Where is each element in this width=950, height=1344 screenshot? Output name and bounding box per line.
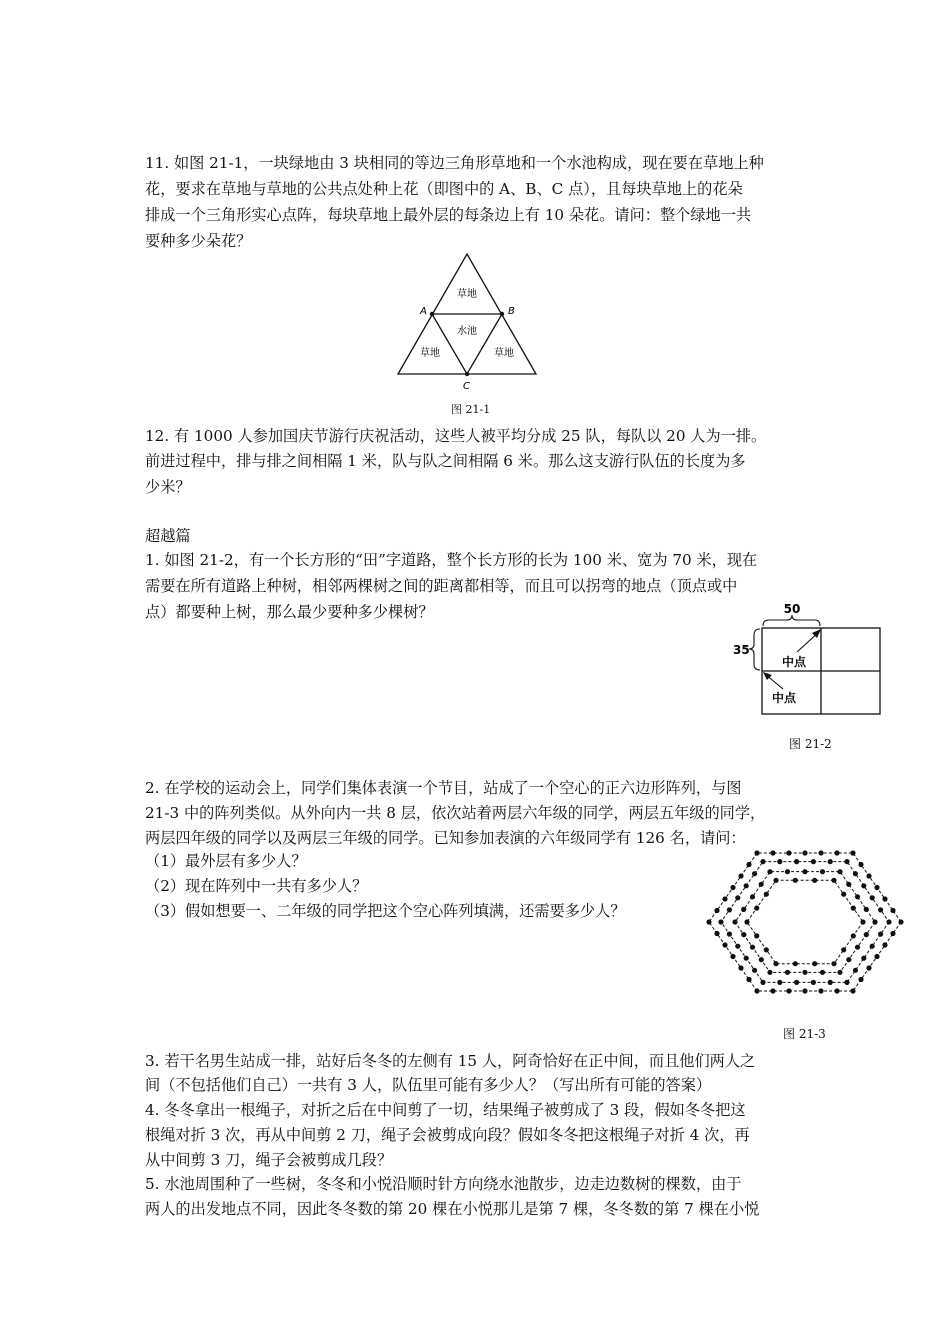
array-dot xyxy=(861,956,866,961)
array-dot xyxy=(828,980,833,985)
s2-sub-2: （2）现在阵列中一共有多少人？ xyxy=(145,877,368,895)
array-dot xyxy=(846,957,851,962)
s5-line-1: 5. 水池周围种了一些树，冬冬和小悦沿顺时针方向绕水池散步，边走边数树的棵数，由于 xyxy=(145,1175,742,1193)
array-dot xyxy=(722,942,727,947)
array-dot xyxy=(706,919,711,924)
array-dot xyxy=(741,932,746,937)
array-dot xyxy=(818,988,823,993)
inner-triangle xyxy=(432,314,502,374)
figure-21-1 xyxy=(390,248,550,393)
point-b-dot xyxy=(500,312,504,316)
s4-line-1: 4. 冬冬拿出一根绳子，对折之后在中间剪了一切，结果绳子被剪成了 3 段，假如冬冬把这 xyxy=(145,1101,746,1119)
array-dot xyxy=(820,970,825,975)
array-dot xyxy=(864,932,869,937)
array-dot xyxy=(834,850,839,855)
array-dot xyxy=(851,933,856,938)
figure-21-1-caption: 图 21-1 xyxy=(451,403,491,416)
label-point-a: A xyxy=(420,306,427,317)
array-dot xyxy=(878,932,883,937)
array-dot xyxy=(882,942,887,947)
array-dot xyxy=(850,988,855,993)
array-dot xyxy=(878,907,883,912)
q11-line-4: 要种多少朵花？ xyxy=(145,232,252,250)
array-dot xyxy=(802,970,807,975)
array-dot xyxy=(890,931,895,936)
array-dot xyxy=(874,885,879,890)
array-dot xyxy=(855,945,860,950)
array-dot xyxy=(754,850,759,855)
array-dot xyxy=(890,908,895,913)
array-dot xyxy=(831,961,836,966)
array-dot xyxy=(811,859,816,864)
array-dot xyxy=(722,896,727,901)
array-dot xyxy=(870,895,875,900)
array-dot xyxy=(802,850,807,855)
array-dot xyxy=(767,970,772,975)
array-dot xyxy=(802,988,807,993)
array-dot xyxy=(828,859,833,864)
array-dot xyxy=(727,907,732,912)
array-dot xyxy=(759,957,764,962)
s5-line-2: 两人的出发地点不同，因此冬冬数的第 20 棵在小悦那儿是第 7 棵，冬冬数的第 7 棵在小悦 xyxy=(145,1200,760,1218)
point-c-dot xyxy=(465,372,469,376)
array-dot xyxy=(764,947,769,952)
array-dot xyxy=(874,954,879,959)
array-dot xyxy=(786,850,791,855)
array-dot xyxy=(851,906,856,911)
array-dot xyxy=(738,873,743,878)
array-dot xyxy=(882,896,887,901)
array-dot xyxy=(773,961,778,966)
width-label: 50 xyxy=(783,602,801,616)
array-dot xyxy=(866,965,871,970)
array-dot xyxy=(744,919,749,924)
array-dot xyxy=(864,907,869,912)
array-dot xyxy=(844,859,849,864)
s4-line-2: 根绳对折 3 次，再从中间剪 2 刀，绳子会被剪成向段？假如冬冬把这根绳子对折 4 次，再 xyxy=(145,1126,750,1144)
s1-line-2: 需要在所有道路上种树，相邻两棵树之间的距离都相等，而且可以拐弯的地点（顶点或中 xyxy=(145,577,738,595)
figure-21-2 xyxy=(725,598,890,723)
array-dot xyxy=(844,980,849,985)
array-dot xyxy=(855,894,860,899)
array-dot xyxy=(811,980,816,985)
height-label: 35 xyxy=(733,643,750,657)
width-brace xyxy=(763,615,820,626)
array-dot xyxy=(812,878,817,883)
array-dot xyxy=(773,878,778,883)
array-dot xyxy=(802,869,807,874)
q12-line-2: 前进过程中，排与排之间相隔 1 米，队与队之间相隔 6 米。那么这支游行队伍的长度为多 xyxy=(145,452,746,470)
array-dot xyxy=(741,907,746,912)
array-dot xyxy=(714,908,719,913)
array-dot xyxy=(730,954,735,959)
q11-line-1: 11. 如图 21-1，一块绿地由 3 块相同的等边三角形草地和一个水池构成，现在要在草地上种 xyxy=(145,154,764,172)
array-dot xyxy=(786,988,791,993)
array-dot xyxy=(898,919,903,924)
midpoint-label-lower: 中点 xyxy=(772,691,797,705)
q12-line-3: 少米？ xyxy=(145,478,191,496)
array-dot xyxy=(714,931,719,936)
array-dot xyxy=(858,977,863,982)
array-dot xyxy=(754,988,759,993)
array-dot xyxy=(785,869,790,874)
array-dot xyxy=(744,956,749,961)
array-dot xyxy=(718,919,723,924)
array-dot xyxy=(860,919,865,924)
array-dot xyxy=(764,892,769,897)
array-dot xyxy=(793,878,798,883)
array-dot xyxy=(872,919,877,924)
figure-21-3 xyxy=(700,832,910,1012)
array-dot xyxy=(866,873,871,878)
point-a-dot xyxy=(430,312,434,316)
hexagon-layer-3 xyxy=(735,872,875,973)
array-dot xyxy=(735,895,740,900)
array-dot xyxy=(794,980,799,985)
array-dot xyxy=(730,885,735,890)
array-dot xyxy=(767,869,772,874)
array-dot xyxy=(759,882,764,887)
array-dot xyxy=(850,850,855,855)
label-point-c: C xyxy=(463,381,470,392)
label-pool: 水池 xyxy=(457,326,477,337)
array-dot xyxy=(853,968,858,973)
s3-line-2: 间（不包括他们自己）一共有 3 人，队伍里可能有多少人？（写出所有可能的答案） xyxy=(145,1076,712,1094)
array-dot xyxy=(853,871,858,876)
array-dot xyxy=(770,988,775,993)
array-dot xyxy=(858,862,863,867)
array-dot xyxy=(754,906,759,911)
array-dot xyxy=(777,859,782,864)
section-title: 超越篇 xyxy=(145,527,191,545)
height-brace xyxy=(749,629,760,670)
array-dot xyxy=(841,947,846,952)
figure-21-2-caption: 图 21-2 xyxy=(789,737,832,751)
array-dot xyxy=(886,919,891,924)
label-point-b: B xyxy=(508,306,515,317)
s2-sub-3: （3）假如想要一、二年级的同学把这个空心阵列填满，还需要多少人？ xyxy=(145,902,626,920)
s1-line-1: 1. 如图 21-2，有一个长方形的“田”字道路，整个长方形的长为 100 米、宽为 70 米，现在 xyxy=(145,551,758,569)
s2-line-2: 21-3 中的阵列类似。从外向内一共 8 层，依次站着两层六年级的同学，两层五年级的同学， xyxy=(145,804,766,822)
figure-21-3-caption: 图 21-3 xyxy=(783,1027,826,1041)
array-dot xyxy=(752,871,757,876)
array-dot xyxy=(837,869,842,874)
array-dot xyxy=(793,961,798,966)
array-dot xyxy=(834,988,839,993)
s3-line-1: 3. 若干名男生站成一排，站好后冬冬的左侧有 15 人，阿奇恰好在正中间，而且他们两人之 xyxy=(145,1052,756,1070)
s4-line-3: 从中间剪 3 刀，绳子会被剪成几段？ xyxy=(145,1151,393,1169)
array-dot xyxy=(770,850,775,855)
array-dot xyxy=(777,980,782,985)
q11-line-3: 排成一个三角形实心点阵，每块草地上最外层的每条边上有 10 朵花。请问：整个绿地一共 xyxy=(145,206,752,224)
s1-line-3: 点）都要种上树，那么最少要种多少棵树？ xyxy=(145,603,434,621)
array-dot xyxy=(820,869,825,874)
array-dot xyxy=(841,892,846,897)
s2-line-3: 两层四年级的同学以及两层三年级的同学。已知参加表演的六年级同学有 126 名，请问： xyxy=(145,829,746,847)
array-dot xyxy=(861,883,866,888)
array-dot xyxy=(785,970,790,975)
array-dot xyxy=(735,944,740,949)
array-dot xyxy=(738,965,743,970)
array-dot xyxy=(746,977,751,982)
array-dot xyxy=(744,883,749,888)
array-dot xyxy=(732,919,737,924)
label-top-grass: 草地 xyxy=(457,289,477,300)
label-right-grass: 草地 xyxy=(494,348,514,359)
array-dot xyxy=(794,859,799,864)
array-dot xyxy=(750,894,755,899)
array-dot xyxy=(831,878,836,883)
label-left-grass: 草地 xyxy=(420,348,440,359)
array-dot xyxy=(754,933,759,938)
array-dot xyxy=(760,980,765,985)
s2-sub-1: （1）最外层有多少人？ xyxy=(145,852,307,870)
array-dot xyxy=(837,970,842,975)
array-dot xyxy=(750,945,755,950)
array-dot xyxy=(870,944,875,949)
array-dot xyxy=(846,882,851,887)
array-dot xyxy=(727,932,732,937)
array-dot xyxy=(746,862,751,867)
array-dot xyxy=(812,961,817,966)
midpoint-label-upper: 中点 xyxy=(782,655,807,669)
s2-line-1: 2. 在学校的运动会上，同学们集体表演一个节目，站成了一个空心的正六边形阵列，与图 xyxy=(145,779,742,797)
array-dot xyxy=(752,968,757,973)
array-dot xyxy=(760,859,765,864)
q11-line-2: 花，要求在草地与草地的公共点处种上花（即图中的 A、B、C 点），且每块草地上的花朵 xyxy=(145,180,743,198)
q12-line-1: 12. 有 1000 人参加国庆节游行庆祝活动，这些人被平均分成 25 队，每队以 20 人为一排。 xyxy=(145,427,767,445)
array-dot xyxy=(818,850,823,855)
